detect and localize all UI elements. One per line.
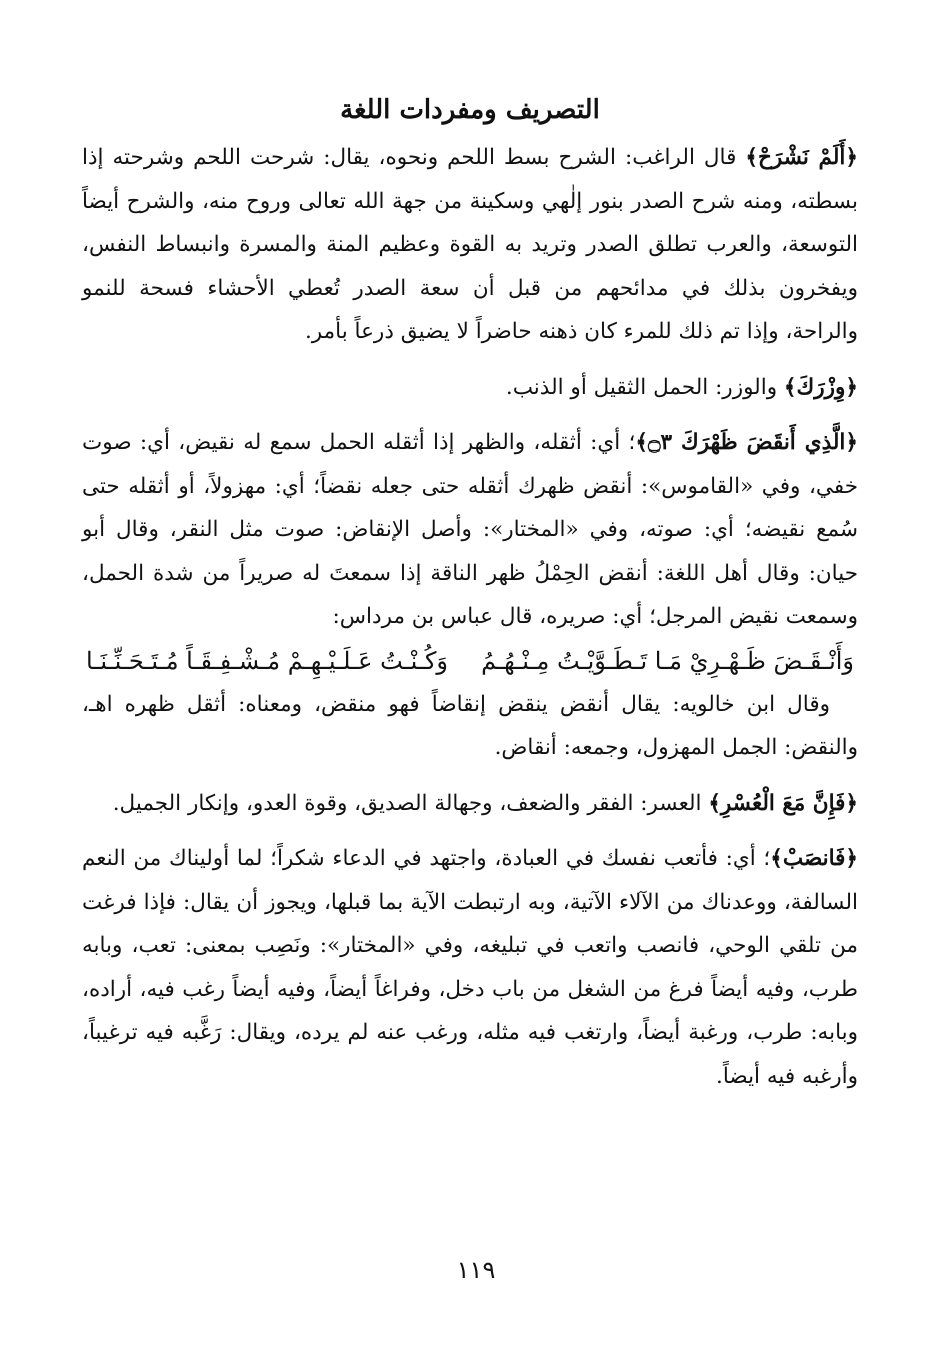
- quran-quote: ﴿أَلَمْ نَشْرَحْ﴾: [745, 145, 858, 170]
- quran-quote: ﴿وِزْرَكَ﴾: [783, 374, 858, 400]
- paragraph-ibn-khalawayh: وقال ابن خالويه: يقال أنقض ينقض إنقاضاً فهو منقض، ومعناه: أثقل ظهره اهـ، والنقض: الجمل المهزول، وجمعه: أنقاض.: [82, 691, 858, 760]
- quran-quote: ﴿الَّذِي أَنقَضَ ظَهْرَكَ ۝٣﴾: [635, 430, 858, 455]
- poetry-verse: [82, 639, 858, 683]
- paragraph-text: والوزر: الحمل الثقيل أو الذنب.: [505, 374, 784, 400]
- paragraph-text: قال الراغب: الشرح بسط اللحم ونحوه، يقال: شرحت اللحم وشرحته إذا بسطته، ومنه شرح الصدر بنور إلٰهي وسكينة من جهة الله تعالى وروح منه، والشرح أيضاً التوسعة، والعرب تطلق الصدر وتريد به القوة وعظيم المنة والمسرة وانبساط النفس، ويفخرون بذلك في مدائحهم من قبل أن سعة الصدر تُعطي الأحشاء فسحة للنمو والراحة، وإذا تم ذلك للمرء كان ذهنه حاضراً لا يضيق ذرعاً بأمر.: [82, 145, 858, 344]
- paragraph-fansab: [82, 837, 858, 1098]
- paragraph-text: ؛ أي: فأتعب نفسك في العبادة، واجتهد في الدعاء شكراً؛ لما أوليناك من النعم السالفة، ووعدناك من الآلاء الآتية، وبه ارتبطت الآية بما قبلها، ويجوز أن يقال: فإذا فرغت من تلقي الوحي، فانصب واتعب في تبليغه، وفي «المختار»: ونَصِب بمعنى: تعب، وبابه طرب، وفيه أيضاً فرغ من الشغل من باب دخل، وفراغاً أيضاً، وفيه أيضاً رغب فيه، أراده، وبابه: طرب، ورغبة أيضاً، وارتغب فيه مثله، ورغب عنه لم يرده، ويقال: رَغَّبه فيه ترغيباً، وأرغبه فيه أيضاً.: [82, 846, 858, 1089]
- verse-first-hemistich: وَأَنْـقَـضَ ظَـهْـرِيْ مَـا تَـطَـوَّيْـتُ مِـنْـهُـمُ: [481, 646, 854, 675]
- quran-quote: ﴿فَانصَبْ﴾: [770, 846, 858, 871]
- paragraph-text: ؛ أي: أثقله، والظهر إذا أثقله الحمل سمع له نقيض، أي: صوت خفي، وفي «القاموس»: أنقض ظهرك أثقله حتى جعله نقضاً؛ أي: مهزولاً، أو أثقله حتى سُمع نقيضه؛ أي: صوته، وفي «المختار»: وأصل الإنقاض: صوت مثل النقر، وقال أبو حيان: وقال أهل اللغة: أنقض الحِمْلُ ظهر الناقة إذا سمعتَ له صريراً من شدة الحمل، وسمعت نقيض المرجل؛ أي: صريره، قال عباس بن مرداس:: [82, 430, 858, 629]
- paragraph-usr: [82, 782, 858, 826]
- paragraph-wizr: [82, 366, 858, 410]
- page-number: ١١٩: [456, 1256, 496, 1284]
- paragraph-text: العسر: الفقر والضعف، وجهالة الصديق، وقوة العدو، وإنكار الجميل.: [112, 790, 709, 816]
- page-title: التصريف ومفردات اللغة: [340, 95, 600, 125]
- paragraph-sharh: [82, 136, 858, 354]
- verse-second-hemistich: وَكُـنْـتُ عَـلَـيْـهِـمْ مُـشْـفِـقَـاً مُـتَـحَـنِّـنَـا: [86, 646, 448, 675]
- paragraph-anqad: [82, 421, 858, 639]
- quran-quote: ﴿فَإِنَّ مَعَ الْعُسْرِ﴾: [708, 790, 858, 816]
